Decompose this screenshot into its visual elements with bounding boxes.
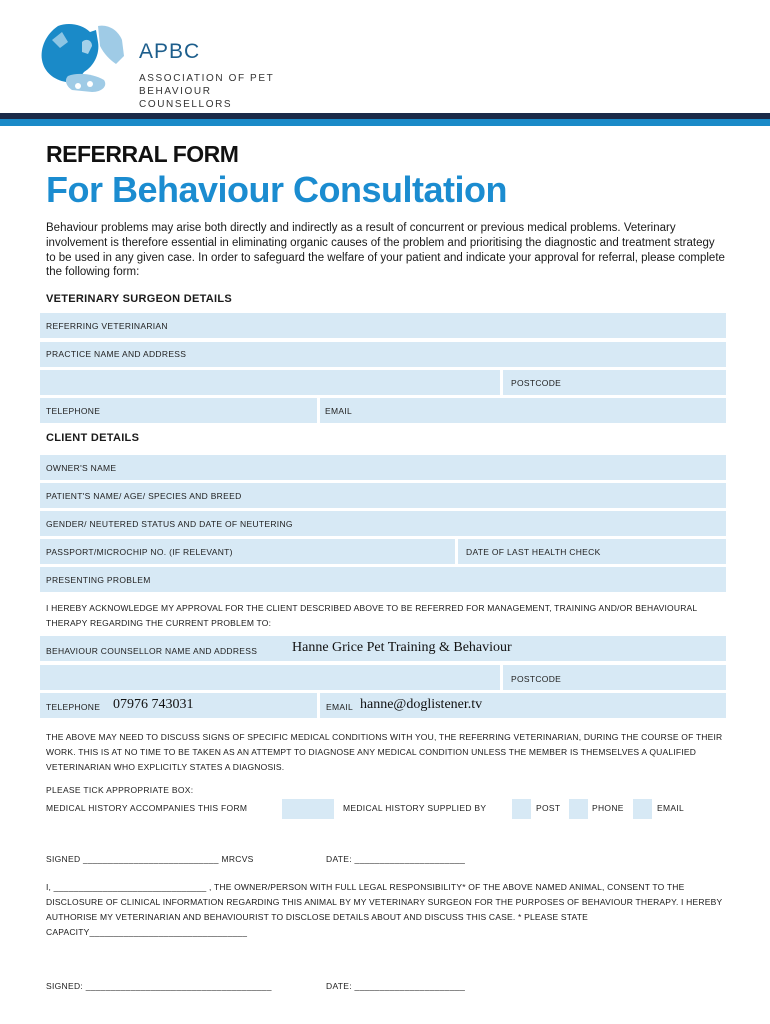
owner-date-line[interactable]: DATE: ______________________ — [326, 981, 466, 991]
org-name-line-1: ASSOCIATION OF PET — [139, 73, 275, 84]
last-health-check-label: DATE OF LAST HEALTH CHECK — [466, 547, 601, 557]
form-title: REFERRAL FORM — [46, 141, 239, 167]
phone-label: PHONE — [592, 803, 624, 813]
header-divider-blue — [0, 119, 770, 126]
counsellor-email-field[interactable] — [320, 693, 726, 718]
owner-signature-line[interactable]: SIGNED: _____________________________________ — [46, 981, 272, 991]
counsellor-name-field[interactable] — [40, 636, 726, 661]
vet-signature-line[interactable]: SIGNED ___________________________ MRCVS — [46, 854, 254, 864]
intro-paragraph: Behaviour problems may arise both directly and indirectly as a result of concurrent or previous medical problems. Veterinary involvement is therefore essential in eliminating organic causes of the problem and prioritising the diagnostic and treatment strategy to be used in any given case. In order to safeguard the welfare of your patient and indicate your approval for referral, please complete the following form: — [46, 222, 725, 279]
animal-silhouettes-icon — [38, 20, 133, 100]
consent-text: I, _______________________________ , THE OWNER/PERSON WITH FULL LEGAL RESPONSIBILITY* OF THE ABOVE NAMED ANIMAL, CONSENT TO THE DISCLOSURE OF CLINICAL INFORMATION REGARDING THIS ANIMAL BY MY VETERINARY SURGEON FOR THE PURPOSES OF BEHAVIOUR THERAPY. I HEREBY AUTHORISE MY VETERINARIAN AND BEHAVIOURIST TO DISCLOSE DETAILS ABOUT AND DISCUSS THIS CASE. * PLEASE STATE CAPACITY________________________________ — [46, 882, 723, 937]
counsellor-name-value: Hanne Grice Pet Training & Behaviour — [292, 640, 512, 655]
vet-section-heading: VETERINARY SURGEON DETAILS — [46, 293, 233, 305]
counsellor-address-line-2-field[interactable] — [40, 665, 500, 690]
email-label: EMAIL — [657, 803, 685, 813]
patient-details-label: PATIENT'S NAME/ AGE/ SPECIES AND BREED — [46, 491, 242, 501]
counsellor-telephone-value: 07976 743031 — [113, 697, 194, 712]
history-accompanies-label: MEDICAL HISTORY ACCOMPANIES THIS FORM — [46, 803, 248, 813]
apbc-logo — [38, 20, 298, 110]
practice-address-label: PRACTICE NAME AND ADDRESS — [46, 349, 187, 359]
presenting-problem-label: PRESENTING PROBLEM — [46, 575, 151, 585]
counsellor-email-label: EMAIL — [326, 702, 354, 712]
counsellor-telephone-field[interactable] — [40, 693, 317, 718]
presenting-problem-field[interactable] — [40, 567, 726, 592]
vet-telephone-field[interactable] — [40, 398, 317, 423]
counsellor-postcode-field[interactable] — [503, 665, 726, 690]
passport-microchip-field[interactable] — [40, 539, 455, 564]
email-checkbox[interactable] — [633, 799, 652, 819]
passport-microchip-label: PASSPORT/MICROCHIP NO. (IF RELEVANT) — [46, 547, 233, 557]
last-health-check-field[interactable] — [458, 539, 726, 564]
counsellor-email-value: hanne@doglistener.tv — [360, 697, 483, 712]
history-accompanies-checkbox[interactable] — [282, 799, 334, 819]
disclaimer-text: THE ABOVE MAY NEED TO DISCUSS SIGNS OF SPECIFIC MEDICAL CONDITIONS WITH YOU, THE REFERRING VETERINARIAN, DURING THE COURSE OF THEIR WORK. THIS IS AT NO TIME TO BE TAKEN AS AN ATTEMPT TO DIAGNOSE ANY MEDICAL CONDITION UNLESS THE MEMBER IS THEMSELVES A QUALIFIED VETERINARIAN WHO EXPLICITLY STATES A DIAGNOSIS. — [46, 732, 723, 772]
client-section-heading: CLIENT DETAILS — [46, 432, 140, 444]
referring-vet-label: REFERRING VETERINARIAN — [46, 321, 168, 331]
owner-name-field[interactable] — [40, 455, 726, 480]
vet-postcode-field[interactable] — [503, 370, 726, 395]
vet-email-field[interactable] — [320, 398, 726, 423]
post-checkbox[interactable] — [512, 799, 531, 819]
history-supplied-by-label: MEDICAL HISTORY SUPPLIED BY — [343, 803, 487, 813]
gender-neutering-field[interactable] — [40, 511, 726, 536]
form-subtitle: For Behaviour Consultation — [46, 169, 508, 210]
vet-date-line[interactable]: DATE: ______________________ — [326, 854, 466, 864]
org-name-line-2: BEHAVIOUR COUNSELLORS — [139, 86, 233, 110]
tick-heading: PLEASE TICK APPROPRIATE BOX: — [46, 785, 194, 795]
org-full-name — [139, 72, 298, 111]
phone-checkbox[interactable] — [569, 799, 588, 819]
post-label: POST — [536, 803, 561, 813]
referring-vet-field[interactable] — [40, 313, 726, 338]
counsellor-postcode-label: POSTCODE — [511, 674, 562, 684]
gender-neutering-label: GENDER/ NEUTERED STATUS AND DATE OF NEUTERING — [46, 519, 293, 529]
owner-name-label: OWNER'S NAME — [46, 463, 117, 473]
vet-postcode-label: POSTCODE — [511, 378, 562, 388]
counsellor-telephone-label: TELEPHONE — [46, 702, 101, 712]
vet-email-label: EMAIL — [325, 406, 353, 416]
vet-telephone-label: TELEPHONE — [46, 406, 101, 416]
counsellor-name-label: BEHAVIOUR COUNSELLOR NAME AND ADDRESS — [46, 646, 258, 656]
org-abbreviation: APBC — [139, 40, 201, 63]
patient-details-field[interactable] — [40, 483, 726, 508]
practice-address-line-2-field[interactable] — [40, 370, 500, 395]
acknowledgement-text: I HEREBY ACKNOWLEDGE MY APPROVAL FOR THE CLIENT DESCRIBED ABOVE TO BE REFERRED FOR MANAGEMENT, TRAINING AND/OR BEHAVIOURAL THERAPY REGARDING THE CURRENT PROBLEM TO: — [46, 603, 698, 628]
practice-address-field[interactable] — [40, 342, 726, 367]
